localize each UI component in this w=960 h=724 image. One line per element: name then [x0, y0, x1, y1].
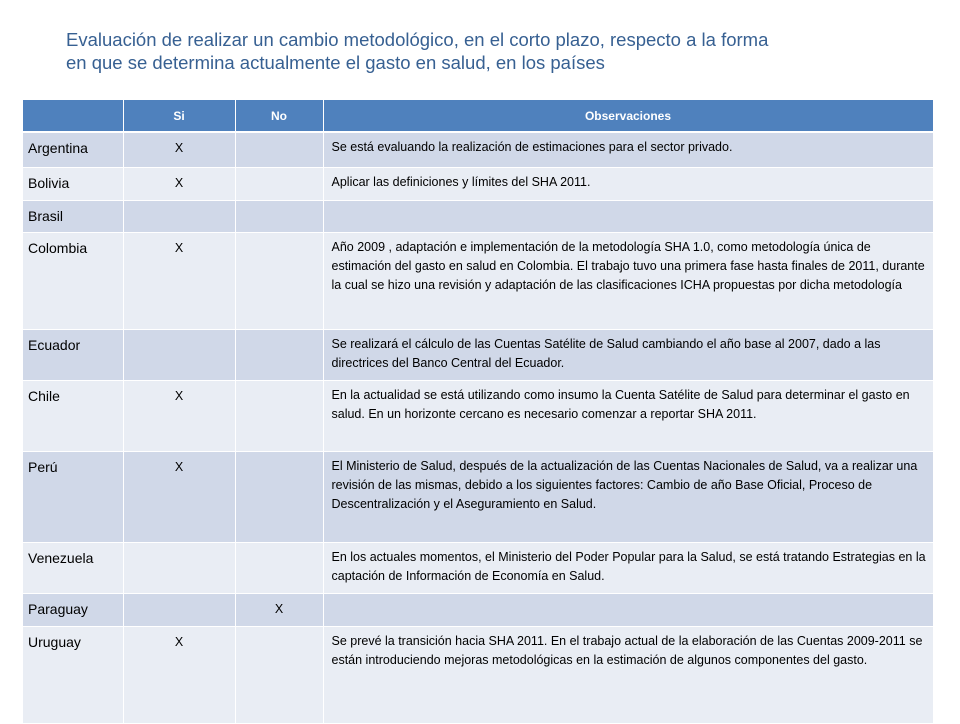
observation-cell — [323, 594, 933, 627]
si-cell — [123, 330, 235, 381]
country-cell: Ecuador — [23, 330, 123, 381]
observation-cell: En la actualidad se está utilizando como insumo la Cuenta Satélite de Salud para determinar el gasto en salud. En un horizonte cercano es necesario comenzar a reportar SHA 2011. — [323, 381, 933, 452]
country-cell: Venezuela — [23, 543, 123, 594]
no-cell — [235, 452, 323, 543]
no-cell — [235, 132, 323, 168]
country-cell: Brasil — [23, 201, 123, 233]
si-cell — [123, 201, 235, 233]
observation-cell: Aplicar las definiciones y límites del SHA 2011. — [323, 168, 933, 201]
table-row — [23, 330, 933, 381]
table-row — [23, 627, 933, 724]
no-cell — [235, 233, 323, 330]
observation-cell: Se está evaluando la realización de estimaciones para el sector privado. — [323, 132, 933, 168]
slide-title-line-2: en que se determina actualmente el gasto en salud, en los países — [66, 52, 605, 73]
si-cell — [123, 543, 235, 594]
header-country — [23, 100, 123, 132]
country-cell: Chile — [23, 381, 123, 452]
observation-cell: Se realizará el cálculo de las Cuentas Satélite de Salud cambiando el año base al 2007, dado a las directrices del Banco Central del Ecuador. — [323, 330, 933, 381]
table-header-row — [23, 100, 933, 132]
slide-title — [66, 28, 926, 74]
si-cell: X — [123, 452, 235, 543]
table-row — [23, 233, 933, 330]
evaluation-table — [23, 100, 934, 724]
no-cell — [235, 381, 323, 452]
country-cell: Bolivia — [23, 168, 123, 201]
country-cell: Paraguay — [23, 594, 123, 627]
header-observaciones: Observaciones — [323, 100, 933, 132]
no-cell — [235, 168, 323, 201]
observation-cell: Año 2009 , adaptación e implementación de la metodología SHA 1.0, como metodología única de estimación del gasto en salud en Colombia. El trabajo tuvo una primera fase hasta finales de 2011, durante la cual se hizo una revisión y adaptación de las clasificaciones ICHA propuestas por dicha metodología — [323, 233, 933, 330]
table-row — [23, 594, 933, 627]
si-cell — [123, 594, 235, 627]
slide-title-line-1: Evaluación de realizar un cambio metodológico, en el corto plazo, respecto a la forma — [66, 29, 769, 50]
country-cell: Colombia — [23, 233, 123, 330]
no-cell — [235, 627, 323, 724]
si-cell: X — [123, 168, 235, 201]
si-cell: X — [123, 233, 235, 330]
si-cell: X — [123, 627, 235, 724]
table-row — [23, 201, 933, 233]
observation-cell: Se prevé la transición hacia SHA 2011. En el trabajo actual de la elaboración de las Cuentas 2009-2011 se están introduciendo mejoras metodológicas en la estimación de algunos componentes del gasto. — [323, 627, 933, 724]
header-no: No — [235, 100, 323, 132]
table-row — [23, 168, 933, 201]
si-cell: X — [123, 132, 235, 168]
country-cell: Perú — [23, 452, 123, 543]
country-cell: Uruguay — [23, 627, 123, 724]
table-row — [23, 452, 933, 543]
header-si: Si — [123, 100, 235, 132]
observation-cell — [323, 201, 933, 233]
country-cell: Argentina — [23, 132, 123, 168]
no-cell — [235, 330, 323, 381]
observation-cell: En los actuales momentos, el Ministerio del Poder Popular para la Salud, se está tratando Estrategias en la captación de Información de Economía en Salud. — [323, 543, 933, 594]
table-row — [23, 381, 933, 452]
table-row — [23, 132, 933, 168]
no-cell: X — [235, 594, 323, 627]
observation-cell: El Ministerio de Salud, después de la actualización de las Cuentas Nacionales de Salud, va a realizar una revisión de las mismas, debido a los siguientes factores: Cambio de año Base Oficial, Proceso de Descentralización y el Aseguramiento en Salud. — [323, 452, 933, 543]
si-cell: X — [123, 381, 235, 452]
table-row — [23, 543, 933, 594]
no-cell — [235, 543, 323, 594]
no-cell — [235, 201, 323, 233]
